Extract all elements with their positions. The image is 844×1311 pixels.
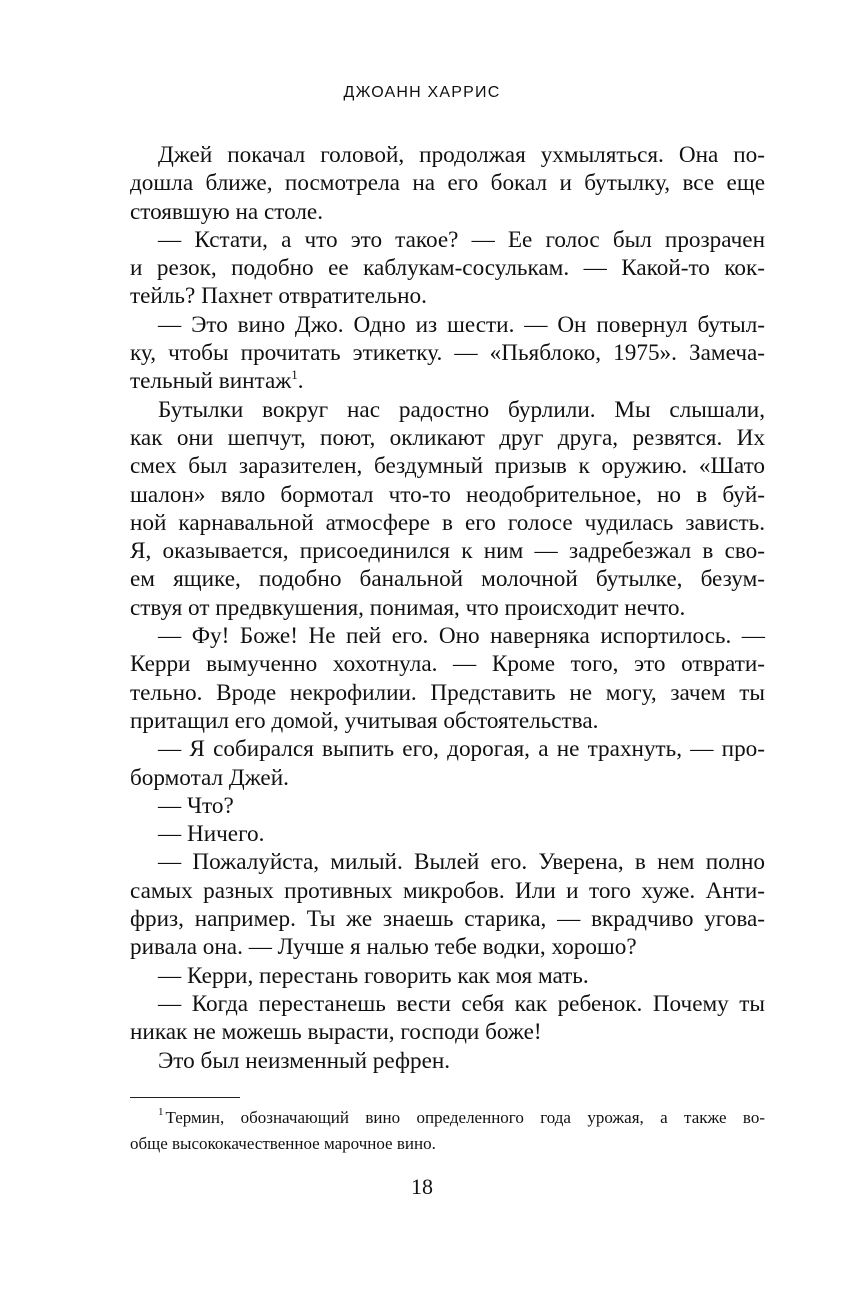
- text-line-with-footnote: [130, 367, 765, 395]
- text-line: — Пожалуйста, милый. Вылей его. Уверена, в нем полно: [158, 849, 765, 876]
- text-line: — Керри, перестань говорить как моя мать.: [158, 962, 589, 989]
- text-line: Бутылки вокруг нас радостно бурлили. Мы слышали,: [158, 396, 765, 423]
- text-line: — Это вино Джо. Одно из шести. — Он повернул бутыл-: [158, 311, 765, 338]
- text-line: и резок, подобно ее каблукам-сосулькам. — Какой-то кок-: [130, 255, 765, 282]
- footnote-reference: 1: [291, 367, 298, 383]
- text-line: бормотал Джей.: [130, 764, 289, 791]
- footnote: [130, 1105, 765, 1157]
- body-text: [130, 141, 765, 1075]
- text-line: самых разных противных микробов. Или и того хуже. Анти-: [130, 877, 765, 904]
- text-line: Джей покачал головой, продолжая ухмыляться. Она по-: [158, 142, 765, 168]
- text-line: как они шепчут, поют, окликают друг друга, резвятся. Их: [130, 424, 765, 451]
- text-line: — Я собирался выпить его, дорогая, а не трахнуть, — про-: [158, 736, 765, 763]
- text-line-segment: тельный винтаж: [130, 368, 292, 395]
- text-line: — Когда перестанешь вести себя как ребенок. Почему ты: [158, 990, 765, 1017]
- text-line: смех был заразителен, бездумный призыв к оружию. «Шато: [130, 453, 765, 480]
- footnote-divider: [130, 1097, 240, 1098]
- text-line: ной карнавальной атмосфере в его голосе чудилась зависть.: [130, 509, 765, 536]
- text-line: — Фу! Боже! Не пей его. Оно наверняка испортилось. —: [158, 623, 765, 650]
- page-number: 18: [411, 1174, 433, 1199]
- text-line: Керри вымученно хохотнула. — Кроме того, это отврати-: [130, 651, 765, 678]
- footnote-number: 1: [158, 1106, 164, 1118]
- footnote-line: обще высококачественное марочное вино.: [130, 1134, 436, 1153]
- text-line: никак не можешь вырасти, господи боже!: [130, 1019, 542, 1046]
- text-line: ку, чтобы прочитать этикетку. — «Пьяблоко, 1975». Замеча-: [130, 340, 765, 367]
- text-line-segment: .: [297, 368, 304, 395]
- text-line: тейль? Пахнет отвратительно.: [130, 283, 427, 310]
- footnote-line: [130, 1105, 765, 1131]
- text-line: — Что?: [158, 792, 234, 819]
- footnote-text: Термин, обозначающий вино определенного года урожая, а также во-: [165, 1108, 765, 1127]
- text-line: фриз, например. Ты же знаешь старика, — вкрадчиво угова-: [130, 906, 765, 933]
- text-line: ем ящике, подобно банальной молочной бутылке, безум-: [130, 566, 765, 593]
- text-line: Это был неизменный рефрен.: [158, 1047, 451, 1074]
- text-line: — Кстати, а что это такое? — Ее голос был прозрачен: [158, 226, 765, 253]
- text-line: ствуя от предвкушения, понимая, что происходит нечто.: [130, 594, 686, 621]
- running-header-author: ДЖОАНН ХАРРИС: [343, 84, 501, 101]
- text-line: тельно. Вроде некрофилии. Представить не могу, зачем ты: [130, 679, 765, 706]
- text-line: шалон» вяло бормотал что-то неодобрительное, но в буй-: [130, 481, 765, 508]
- text-line: — Ничего.: [158, 821, 265, 848]
- text-line: стоявшую на столе.: [130, 198, 324, 225]
- text-line: дошла ближе, посмотрела на его бокал и бутылку, все еще: [130, 170, 765, 197]
- text-line: ривала она. — Лучше я налью тебе водки, хорошо?: [130, 934, 637, 961]
- text-line: Я, оказывается, присоединился к ним — задребезжал в сво-: [130, 538, 765, 565]
- text-line: притащил его домой, учитывая обстоятельства.: [130, 707, 599, 734]
